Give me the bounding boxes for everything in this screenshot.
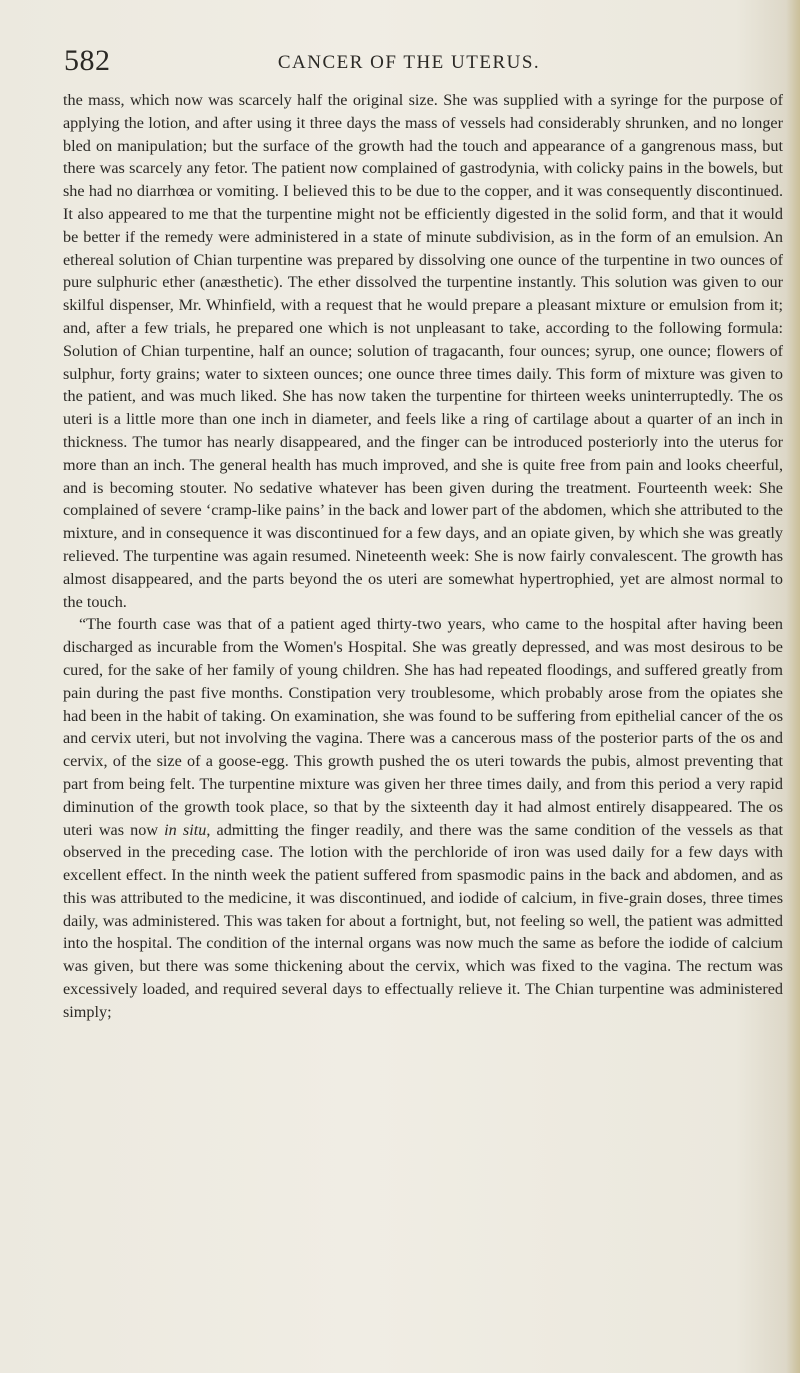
paragraph-fourth-case: “The fourth case was that of a patient aged thirty-two years, who came to the hospital after having been discharged as incurable from the Women's Hospital. She was greatly depressed, and was most desirous to be cured, for the sake of her family of young children. She has had repeated floodings, and suffered greatly from pain during the past five months. Constipation very troublesome, which probably arose from the opiates she had been in the habit of taking. On examination, she was found to be suffering from epithelial cancer of the os and cervix uteri, but not involving the vagina. There was a cancerous mass of the posterior parts of the os and cervix, of the size of a goose-egg. This growth pushed the os uteri towards the pubis, almost preventing that part from being felt. The turpentine mixture was given her three times daily, and from this period a very rapid diminution of the growth took place, so that by the sixteenth day it had almost entirely disappeared. The os uteri was now in situ, admitting the finger readily, and there was the same condition of the vessels as that observed in the preceding case. The lotion with the perchloride of iron was used daily for a few days with excellent effect. In the ninth week the patient suffered from spasmodic pains in the back and abdomen, and as this was attributed to the medicine, it was discontinued, and iodide of calcium, in five-grain doses, three times daily, was administered. This was taken for about a fortnight, but, not feeling so well, the patient was admitted into the hospital. The condition of the internal organs was now much the same as before the iodide of calcium was given, but there was some thickening about the cervix, which was fixed to the vagina. The rectum was excessively loaded, and required several days to effectually relieve it. The Chian turpentine was administered simply; [63,615,783,1021]
body-text [63,89,783,1024]
paragraph-third-case-continued: the mass, which now was scarcely half the original size. She was supplied with a syringe for the purpose of applying the lotion, and after using it three days the mass of vessels had considerably shrunken, and no longer bled on manipulation; but the surface of the growth had the touch and appearance of a gangrenous mass, but there was scarcely any fetor. The patient now complained of gastrodynia, with colicky pains in the bowels, but she had no diarrhœa or vomiting. I believed this to be due to the copper, and it was consequently discontinued. It also appeared to me that the turpentine might not be efficiently digested in the solid form, and that it would be better if the remedy were administered in a state of minute subdivision, as in the form of an emulsion. An ethereal solution of Chian turpentine was prepared by dissolving one ounce of the turpentine in two ounces of pure sulphuric ether (anæsthetic). The ether dissolved the turpentine instantly. This solution was given to our skilful dispenser, Mr. Whinfield, with a request that he would prepare a pleasant mixture or emulsion from it; and, after a few trials, he prepared one which is not unpleasant to take, according to the following formula: Solution of Chian turpentine, half an ounce; solution of tragacanth, four ounces; syrup, one ounce; flowers of sulphur, forty grains; water to sixteen ounces; one ounce three times daily. This form of mixture was given to the patient, and was much liked. She has now taken the turpentine for thirteen weeks uninterruptedly. The os uteri is a little more than one inch in diameter, and feels like a ring of cartilage about a quarter of an inch in thickness. The tumor has nearly disappeared, and the finger can be introduced posteriorly into the uterus for more than an inch. The general health has much improved, and she is quite free from pain and looks cheerful, and is becoming stouter. No sedative whatever has been given during the treatment. Fourteenth week: She complained of severe ‘cramp-like pains’ in the back and lower part of the abdomen, which she attributed to the mixture, and in consequence it was discontinued for a few days, and an opiate given, by which she was greatly relieved. The turpentine was again resumed. Nineteenth week: She is now fairly convalescent. The growth has almost disappeared, and the parts beyond the os uteri are somewhat hypertrophied, yet are almost normal to the touch. [63,91,783,611]
running-title: CANCER OF THE UTERUS. [277,52,541,73]
latin-phrase-in-situ: in situ [164,820,207,839]
page-number: 582 [64,44,111,77]
running-head [64,44,754,84]
page-edge-shadow [786,0,800,1373]
